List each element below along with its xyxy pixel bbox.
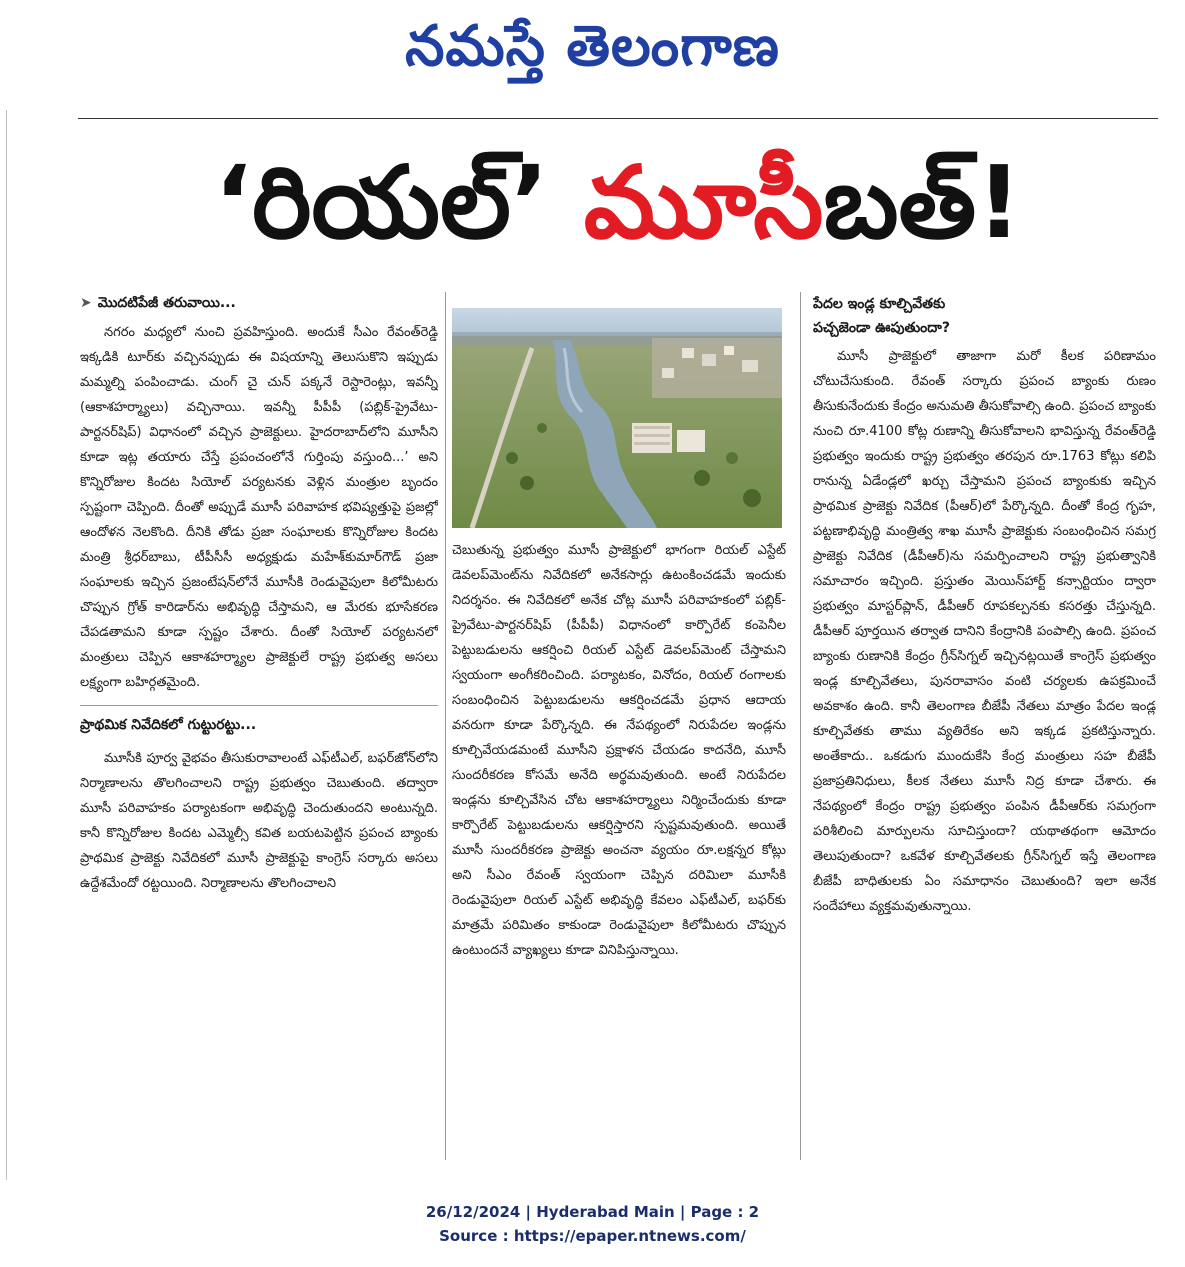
- header-divider: [78, 118, 1158, 119]
- page-edge-rule: [6, 110, 7, 1180]
- river-aerial-photo: [452, 308, 782, 528]
- column1-paragraph: నగరం మధ్యలో నుంచి ప్రవహిస్తుంది. అందుకే సీఎం రేవంత్‌రెడ్డి ఇక్కడికి టూర్‌కు వచ్చినప్పుడు ఈ విషయాన్ని తెలుసుకొని ఇప్పుడు మమ్మల్ని పంపించాడు. చుంగ్ చై చున్ పక్కనే రెస్టారెంట్లు, ఇవన్నీ (ఆకాశహర్మ్యాలు) వచ్చినాయి. ఇవన్నీ పీపీపీ (పబ్లిక్-ప్రైవేటు-పార్టనర్‌షిప్) విధానంలో వచ్చిన ప్రాజెక్టులు. హైదరాబాద్‌లోని మూసీని కూడా ఇట్ల తయారు చేస్తే ప్రపంచంలోనే గుర్తింపు వస్తుంది...’ అని కొన్నిరోజుల కిందట సియోల్ పర్యటనకు వెళ్లిన మంత్రుల బృందం స్పష్టంగా చెప్పింది. దీంతో అప్పుడే మూసీ పరివాహక భవిష్యత్తుపై ప్రజల్లో ఆందోళన నెలకొంది. దీనికి తోడు ప్రజా సంఘాలకు కొన్నిరోజుల కిందట మంత్రి శ్రీధర్‌బాబు, టీపీసీసీ అధ్యక్షుడు మహేశ్‌కుమార్‌గౌడ్ ప్రజా సంఘాలకు ఇచ్చిన ప్రజంటేషన్‌లోనే మూసీకి రెండువైపులా కిలోమీటరు చొప్పున గ్రోత్ కారిడార్‌ను అభివృద్ధి చేస్తామని, ఆ మేరకు భూసేకరణ చేపడతామని కూడా స్పష్టం చేశారు. దీంతో సియోల్ పర్యటనలో మంత్రులు చెప్పిన ఆకాశహర్మ్యాల ప్రాజెక్టులే రాష్ట్ర ప్రభుత్వ అసలు లక్ష్యంగా బహిర్గతమైంది.: [80, 325, 438, 690]
- chevron-right-icon: ➤: [80, 295, 92, 311]
- headline-part-musi: మూసీ: [583, 144, 824, 261]
- footer-source-line: Source : https://epaper.ntnews.com/: [439, 1227, 746, 1245]
- column1-subhead: ప్రాథమిక నివేదికలో గుట్టురట్టు...: [80, 705, 438, 738]
- article-column-3: [813, 292, 1156, 1160]
- headline-part-real: ‘రియల్’: [214, 144, 584, 261]
- headline: [78, 128, 1158, 278]
- article-column-2: [452, 538, 786, 1160]
- column3-subhead-line1: పేదల ఇండ్ల కూల్చివేతకు: [813, 296, 946, 312]
- column1-paragraph-2: మూసీకి పూర్వ వైభవం తీసుకురావాలంటే ఎఫ్‌టీఎల్, బఫర్‌జోన్‌లోని నిర్మాణాలను తొలగించాలని రాష్ట్ర ప్రభుత్వం చెబుతుంది. తద్వారా మూసీ పరివాహకం పర్యాటకంగా అభివృద్ధి చెందుతుందని అంటున్నది. కానీ కొన్నిరోజుల కిందట ఎమ్మెల్సీ కవిత బయటపెట్టిన ప్రపంచ బ్యాంకు ప్రాథమిక ప్రాజెక్టు నివేదికలో మూసీ ప్రాజెక్టుపై కాంగ్రెస్ సర్కారు అసలు ఉద్దేశమేందో రట్టయింది. నిర్మాణాలను తొలగించాలని: [80, 751, 438, 891]
- footer-date-line: 26/12/2024 | Hyderabad Main | Page : 2: [425, 1203, 760, 1221]
- column3-subhead: [813, 292, 1156, 340]
- column-divider-1: [445, 292, 446, 1160]
- column3-paragraph: మూసీ ప్రాజెక్టులో తాజాగా మరో కీలక పరిణామం చోటుచేసుకుంది. రేవంత్ సర్కారు ప్రపంచ బ్యాంకు రుణం తీసుకునేందుకు కేంద్రం అనుమతి తీసుకోవాల్సి ఉంది. ప్రపంచ బ్యాంకు నుంచి రూ.4100 కోట్ల రుణాన్ని తీసుకోవాలని భావిస్తున్న రేవంత్‌రెడ్డి ప్రభుత్వం ఇందుకు రాష్ట్ర ప్రభుత్వం తరపున రూ.1763 కోట్లు కలిపి రానున్న ఏడేండ్లలో ఖర్చు చేస్తామని ప్రపంచ బ్యాంకుకు ఇచ్చిన ప్రాథమిక ప్రాజెక్టు నివేదిక (పీఆర్)లో పేర్కొన్నది. దీంతో కేంద్ర గృహ, పట్టణాభివృద్ధి మంత్రిత్వ శాఖ మూసీ ప్రాజెక్టుకు సంబంధించిన సమగ్ర ప్రాజెక్టు నివేదిక (డీపీఆర్)ను సమర్పించాలని రాష్ట్ర ప్రభుత్వానికి సమాచారం ఇచ్చింది. ప్రస్తుతం మెయిన్‌హార్ట్ కన్సార్టియం ద్వారా ప్రభుత్వం మాస్టర్‌ప్లాన్, డీపీఆర్ రూపకల్పనకు కసరత్తు చేస్తున్నది. డీపీఆర్ పూర్తయిన తర్వాత దానిని కేంద్రానికి పంపాల్సి ఉంది. ప్రపంచ బ్యాంకు రుణానికి కేంద్రం గ్రీన్‌సిగ్నల్ ఇచ్చినట్లయితే కాంగ్రెస్ ప్రభుత్వం ఇండ్ల కూల్చివేతలు, పునరావాసం వంటి చర్యలకు ఉపక్రమించే అవకాశం ఉంది. కానీ తెలంగాణ బీజేపీ నేతలు మాత్రం పేదల ఇండ్ల కూల్చివేతకు తాము వ్యతిరేకం అని ఇక్కడ ప్రకటిస్తున్నారు. అంతేకాదు.. ఒకడుగు ముందుకేసి కేంద్ర మంత్రులు సహ బీజేపీ ప్రజాప్రతినిధులు, కీలక నేతలు మూసీ నిద్ర కూడా చేశారు. ఈ నేపథ్యంలో కేంద్రం రాష్ట్ర ప్రభుత్వం పంపిన డీపీఆర్‌కు సమగ్రంగా పరిశీలించి మార్పులను సూచిస్తుందా? యథాతథంగా ఆమోదం తెలుపుతుందా? ఒకవేళ కూల్చివేతలకు గ్రీన్‌సిగ్నల్ ఇస్తే తెలంగాణ బీజేపీ బాధితులకు ఏం సమాధానం చెబుతుంది? ఇలా అనేక సందేహాలు వ్యక్తమవుతున్నాయి.: [813, 349, 1156, 914]
- column-divider-2: [800, 292, 801, 1160]
- river-photo-illustration: [452, 308, 782, 528]
- column3-subhead-line2: పచ్చజెండా ఊపుతుందా?: [813, 320, 950, 336]
- continued-kicker: [80, 290, 438, 316]
- article-column-1: [80, 290, 438, 1160]
- kicker-text: మొదటిపేజీ తరువాయి...: [97, 295, 236, 311]
- masthead-logo: నమస్తే తెలంగాణ: [405, 13, 780, 79]
- column2-paragraph: చెబుతున్న ప్రభుత్వం మూసీ ప్రాజెక్టులో భాగంగా రియల్ ఎస్టేట్ డెవలప్‌మెంట్‌ను నివేదికలో అనేకసార్లు ఉటంకించడమే ఇందుకు నిదర్శనం. ఈ నివేదికలో అనేక చోట్ల మూసీ పరివాహకంలో పబ్లిక్-ప్రైవేటు-పార్టనర్‌షిప్ (పీపీపీ) విధానంలో కార్పొరేట్ కంపెనీల పెట్టుబడులను ఆకర్షించి రియల్ ఎస్టేట్ డెవలప్‌మెంట్ చేస్తామని స్వయంగా అంగీకరించింది. పర్యాటకం, వినోదం, రియల్ రంగాలకు సంబంధించిన పెట్టుబడులను ఆకర్షించడమే ప్రధాన ఆదాయ వనరుగా కూడా పేర్కొన్నది. ఈ నేపథ్యంలో నిరుపేదల ఇండ్లను కూల్చివేయడమంటే మూసీని ప్రక్షాళన చేయడం కాదనేది, మూసీ సుందరీకరణ కోసమే అనేది అర్థమవుతుంది. అంటే నిరుపేదల ఇండ్లను కూల్చివేసిన చోట ఆకాశహర్మ్యాలు నిర్మించేందుకు కూడా కార్పొరేట్ పెట్టుబడులను ఆకర్షిస్తారని స్పష్టమవుతుంది. అయితే మూసీ సుందరీకరణ ప్రాజెక్టు అంచనా వ్యయం రూ.లక్షన్నర కోట్లు అని సీఎం రేవంత్ స్వయంగా చెప్పిన దరిమిలా మూసీకి రెండువైపులా రియల్ ఎస్టేట్ అభివృద్ధి కేవలం ఎఫ్‌టీఎల్, బఫర్‌కు మాత్రమే పరిమితం కాకుండా రెండువైపులా కిలోమీటరు చొప్పున ఉంటుందనే వ్యాఖ్యలు కూడా వినిపిస్తున్నాయి.: [452, 543, 786, 958]
- headline-part-bat: బత్!: [823, 144, 1022, 261]
